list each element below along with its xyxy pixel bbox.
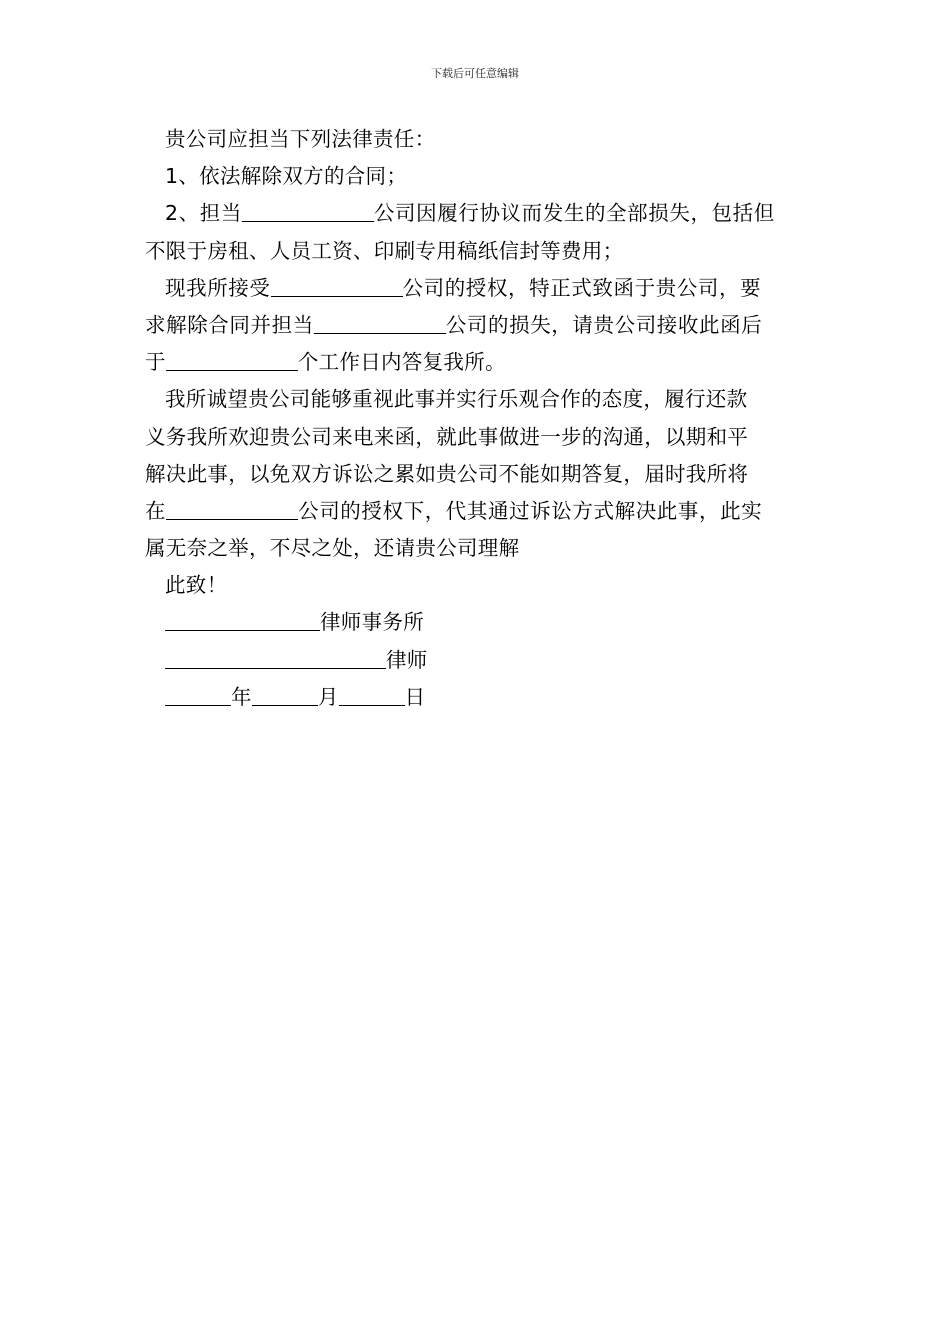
liability-item-2-cont-text: 不限于房租、人员工资、印刷专用稿纸信封等费用；	[145, 238, 624, 263]
lawyer-signature	[145, 642, 807, 679]
liability-intro-text: 贵公司应担当下列法律责任：	[165, 127, 436, 151]
liability-item-2-cont	[145, 233, 807, 270]
hope-line-4	[145, 493, 807, 530]
hope-line-5	[145, 530, 807, 567]
hope-line-4-text: 公司的授权下，代其通过诉讼方式解决此事，此实	[298, 498, 763, 523]
day-label: 日	[404, 684, 426, 709]
lawyer-name-blank[interactable]	[165, 649, 386, 669]
liability-item-2-text: 公司因履行协议而发生的全部损失，包括但	[373, 201, 775, 226]
loss-company-blank[interactable]	[314, 314, 446, 334]
liability-item-1-text: 1、依法解除双方的合同；	[165, 164, 408, 189]
page-header-note: 下载后可任意编辑	[431, 67, 519, 80]
request-prefix: 求解除合同并担当	[145, 312, 314, 337]
hope-line-3	[145, 456, 807, 493]
request-line	[145, 307, 807, 344]
deadline-text: 个工作日内答复我所。	[297, 350, 506, 375]
hope-line-2-text: 义务我所欢迎贵公司来电来函，就此事做进一步的沟通，以期和平	[145, 424, 749, 449]
hope-line-1	[145, 381, 807, 418]
hope-line-4-prefix: 在	[145, 498, 167, 523]
lawyer-suffix: 律师	[386, 647, 428, 672]
year-blank[interactable]	[165, 686, 231, 706]
authorization-text: 公司的授权，特正式致函于贵公司，要	[402, 275, 762, 300]
litigation-company-blank[interactable]	[166, 500, 298, 520]
hope-line-5-text: 属无奈之举，不尽之处，还请贵公司理解	[145, 536, 520, 561]
deadline-line	[145, 344, 807, 381]
month-blank[interactable]	[252, 686, 318, 706]
request-text: 公司的损失，请贵公司接收此函后	[445, 312, 763, 337]
date-line	[145, 679, 807, 716]
law-firm-suffix: 律师事务所	[320, 610, 424, 635]
deadline-prefix: 于	[145, 350, 166, 375]
liability-intro	[145, 121, 807, 158]
authorization-line	[145, 270, 807, 307]
law-firm-signature	[145, 604, 807, 641]
working-days-blank[interactable]	[166, 351, 298, 371]
month-label: 月	[317, 684, 339, 709]
hope-line-2	[145, 419, 807, 456]
authorizing-company-blank[interactable]	[271, 277, 403, 297]
liability-item-2	[145, 195, 807, 232]
year-label: 年	[231, 684, 252, 709]
hope-line-1-text: 我所诚望贵公司能够重视此事并实行乐观合作的态度，履行还款	[165, 387, 748, 412]
hope-line-3-text: 解决此事，以免双方诉讼之累如贵公司不能如期答复，届时我所将	[145, 461, 749, 486]
authorization-prefix: 现我所接受	[165, 275, 271, 300]
company-name-blank[interactable]	[242, 202, 374, 222]
letter-body	[145, 121, 807, 716]
liability-item-1	[145, 158, 807, 195]
law-firm-name-blank[interactable]	[165, 611, 320, 631]
closing-line	[145, 567, 807, 604]
day-blank[interactable]	[339, 686, 405, 706]
liability-item-2-prefix: 2、担当	[165, 201, 242, 226]
closing-text: 此致！	[165, 573, 228, 598]
